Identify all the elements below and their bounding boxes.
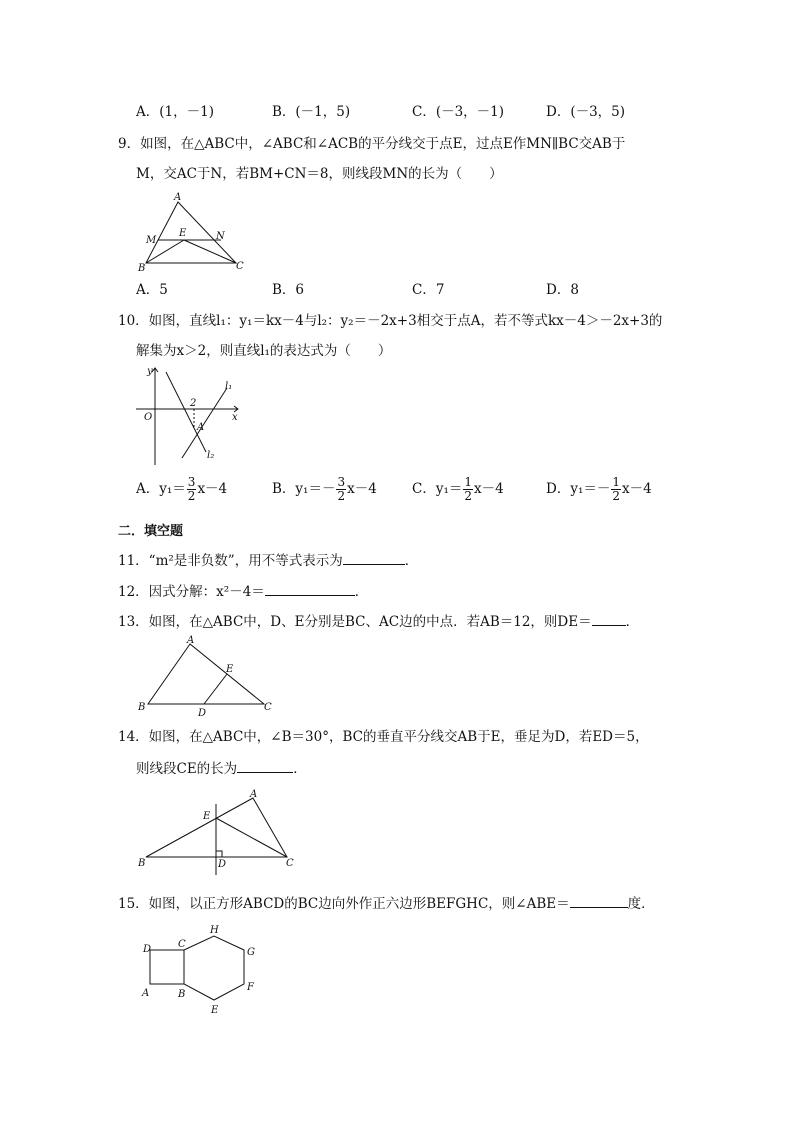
q14-label-b: B (138, 858, 146, 869)
q14-label-a: A (250, 789, 258, 800)
q15-label-a: A (142, 988, 150, 999)
q9-label-a: A (174, 192, 182, 203)
q13-label-c: C (264, 702, 272, 713)
q15-square-abcd (150, 950, 184, 984)
q9-text-line2: M，交AC于N，若BM+CN＝8，则线段MN的长为（ ） (136, 166, 503, 182)
q9-option-a: A．5 (136, 282, 168, 298)
q10-label-l1: l₁ (225, 381, 233, 392)
q10-option-c: C．y₁＝ $\frac{1}{2}$ x－4 (412, 475, 504, 503)
q8-option-a: A．(1，－1) (136, 104, 214, 120)
q10-label-l2: l₂ (207, 450, 215, 461)
q12-answer-blank[interactable] (265, 582, 355, 596)
q9-line-ec (184, 240, 236, 263)
q10-figure (136, 364, 246, 466)
q10-label-two: 2 (190, 398, 197, 409)
q12-text: 12．因式分解：x²－4＝ ． (118, 584, 369, 600)
q9-label-c: C (236, 261, 244, 272)
q9-label-m: M (146, 235, 157, 246)
q13-label-d: D (198, 708, 207, 718)
q14-label-c: C (286, 858, 294, 869)
q14-figure (136, 784, 300, 876)
q15-hexagon (184, 936, 244, 1000)
q10-label-y: y (147, 366, 153, 377)
q14-text-line2: 则线段CE的长为 ． (136, 761, 307, 777)
q13-line-de (204, 674, 227, 704)
q13-label-e: E (226, 664, 234, 675)
q14-label-d: D (218, 859, 227, 870)
q15-text: 15．如图，以正方形ABCD的BC边向外作正六边形BEFGHC，则∠ABE＝ 度． (118, 896, 655, 912)
q13-text: 13．如图，在△ABC中，D、E分别是BC、AC边的中点．若AB＝12，则DE＝ ． (118, 614, 640, 630)
q15-label-c: C (178, 939, 186, 950)
q8-option-b: B．(－1，5) (272, 104, 351, 120)
q13-triangle-abc (148, 644, 264, 704)
q15-label-f: F (247, 982, 254, 993)
q8-option-d: D．(－3，5) (546, 104, 626, 120)
q10-label-x: x (232, 412, 238, 423)
q10-option-b: B．y₁＝－ $\frac{3}{2}$ x－4 (272, 475, 377, 503)
q10-text-line2: 解集为x＞2，则直线l₁的表达式为（ ） (136, 343, 392, 359)
q10-line-l1 (182, 388, 227, 458)
q13-label-a: A (187, 635, 195, 646)
q10-text-line1: 10．如图，直线l₁：y₁＝kx－4与l₂：y₂＝－2x+3相交于点A，若不等式kx－4＞－2x+3的 (118, 313, 663, 329)
q9-label-b: B (138, 263, 146, 274)
q8-option-c: C．(－3，－1) (412, 104, 505, 120)
q10-line-l2 (166, 372, 206, 452)
q9-label-e: E (179, 228, 187, 239)
q9-figure (136, 190, 256, 274)
q11-text: 11．“m²是非负数”，用不等式表示为 ． (118, 553, 419, 569)
q10-option-d: D．y₁＝－ $\frac{1}{2}$ x－4 (546, 475, 652, 503)
q9-option-d: D．8 (546, 282, 579, 298)
q9-text-line1: 9．如图，在△ABC中，∠ABC和∠ACB的平分线交于点E，过点E作MN∥BC交AB于 (118, 136, 626, 152)
q9-label-n: N (216, 231, 225, 242)
q14-answer-blank[interactable] (237, 759, 293, 773)
q15-label-g: G (247, 947, 255, 958)
q9-option-b: B．6 (272, 282, 305, 298)
q14-text-line1: 14．如图，在△ABC中，∠B＝30°，BC的垂直平分线交AB于E，垂足为D，若ED＝5， (118, 729, 649, 745)
q15-label-h: H (210, 925, 219, 936)
q10-option-a: A．y₁＝ $\frac{3}{2}$ x－4 (136, 475, 228, 503)
q13-label-b: B (138, 702, 146, 713)
q15-label-e: E (211, 1005, 219, 1016)
q13-figure (136, 634, 276, 718)
q15-label-d: D (143, 944, 152, 955)
section-title: 二．填空题 (118, 524, 184, 539)
q14-label-e: E (203, 811, 211, 822)
q15-answer-blank[interactable] (570, 894, 628, 908)
q10-label-o: O (144, 412, 153, 423)
q14-right-angle-mark (216, 851, 222, 857)
q15-label-b: B (178, 989, 186, 1000)
q10-label-a: A (197, 422, 205, 433)
q13-answer-blank[interactable] (592, 612, 626, 626)
q14-line-ec (216, 818, 287, 857)
q11-answer-blank[interactable] (343, 551, 405, 565)
q9-option-c: C．7 (412, 282, 445, 298)
q15-figure (136, 920, 266, 1020)
